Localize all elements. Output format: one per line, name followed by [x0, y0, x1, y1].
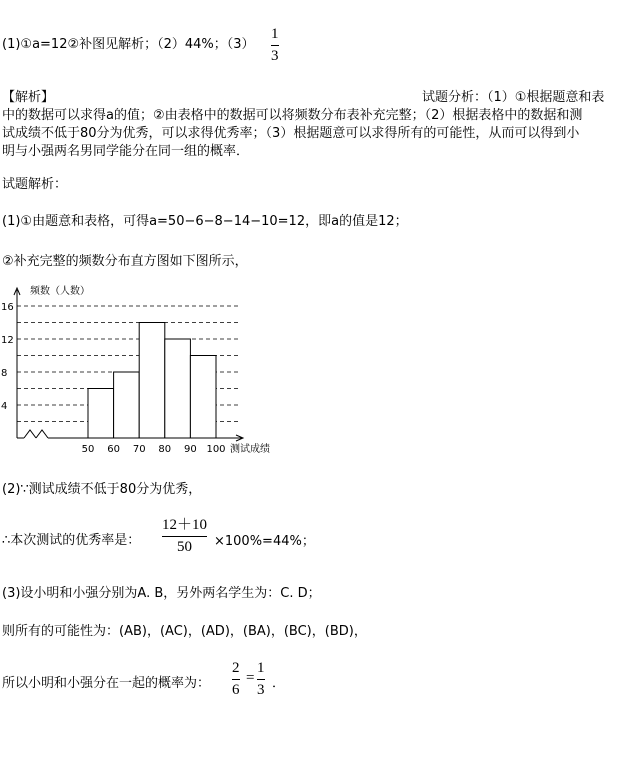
x-tick-label: 80 — [158, 444, 172, 455]
answer-text: (1)①a=12②补图见解析；（2）44%；（3） — [2, 37, 255, 52]
rate-fraction-den: 50 — [177, 539, 192, 555]
answer-fraction-den: 3 — [271, 48, 279, 64]
solution-step-2: ②补充完整的频数分布直方图如下图所示， — [2, 254, 248, 269]
probability-fraction-2 — [257, 660, 265, 698]
rate-fraction-num: 12＋10 — [162, 517, 208, 533]
histogram-bar — [190, 356, 216, 439]
answer-fraction-num: 1 — [271, 26, 279, 42]
x-tick-label: 70 — [132, 444, 146, 455]
solution-step-5: (3)设小明和小强分别为A. B，另外两名学生为：C. D； — [2, 586, 321, 601]
y-tick-label: 4 — [1, 401, 8, 412]
analysis-line-4: 明与小强两名男同学能分在同一组的概率． — [2, 144, 250, 159]
histogram-bar — [88, 389, 114, 439]
solution-step-3: (2)∵测试成绩不低于80分为优秀， — [2, 482, 202, 497]
rate-fraction — [162, 517, 207, 555]
analysis-heading: 【解析】 — [2, 90, 55, 105]
x-tick-label: 50 — [81, 444, 95, 455]
analysis-right-label: 试题分析：（1）①根据题意和表 — [422, 90, 605, 105]
histogram-bar — [165, 339, 191, 438]
solution-step-7-prefix: 所以小明和小强分在一起的概率为： — [2, 676, 211, 691]
histogram-chart — [0, 280, 300, 460]
prob-frac1-den: 6 — [232, 682, 240, 698]
prob-frac2-den: 3 — [257, 682, 265, 698]
solution-step-4-suffix: ×100%=44%； — [214, 534, 315, 549]
answer-fraction — [271, 26, 279, 64]
y-axis-label: 频数（人数） — [30, 286, 90, 297]
y-tick-label: 16 — [1, 302, 14, 313]
solution-step-6: 则所有的可能性为：(AB)，(AC)，(AD)，(BA)，(BC)，(BD)， — [2, 624, 367, 639]
x-tick-label: 90 — [184, 444, 197, 455]
solution-heading: 试题解析： — [2, 177, 68, 192]
fraction-bar — [162, 536, 207, 537]
fraction-bar — [271, 45, 279, 46]
x-axis-label: 测试成绩 — [230, 444, 270, 455]
x-tick-label: 100 — [206, 444, 226, 455]
y-tick-label: 8 — [1, 368, 8, 379]
prob-frac2-num: 1 — [257, 660, 265, 676]
histogram-bar — [114, 372, 140, 438]
solution-step-7-suffix: ． — [272, 676, 286, 691]
x-tick-label: 60 — [107, 444, 120, 455]
axis-break-icon — [24, 430, 48, 438]
prob-frac1-num: 2 — [232, 660, 240, 676]
equals-sign: = — [246, 670, 255, 686]
fraction-bar — [232, 679, 240, 680]
fraction-bar — [257, 679, 265, 680]
solution-step-1: (1)①由题意和表格，可得a=50−6−8−14−10=12，即a的值是12； — [2, 214, 408, 229]
solution-step-4-prefix: ∴本次测试的优秀率是： — [2, 533, 141, 548]
probability-fraction-1 — [232, 660, 240, 698]
y-tick-label: 12 — [1, 335, 14, 346]
analysis-line-2: 中的数据可以求得a的值；②由表格中的数据可以将频数分布表补充完整；（2）根据表格中的数据和测 — [2, 108, 583, 123]
analysis-line-3: 试成绩不低于80分为优秀，可以求得优秀率；（3）根据题意可以求得所有的可能性，从而可以得到小 — [2, 126, 580, 141]
histogram-bar — [139, 323, 165, 439]
answer-line — [2, 33, 255, 52]
